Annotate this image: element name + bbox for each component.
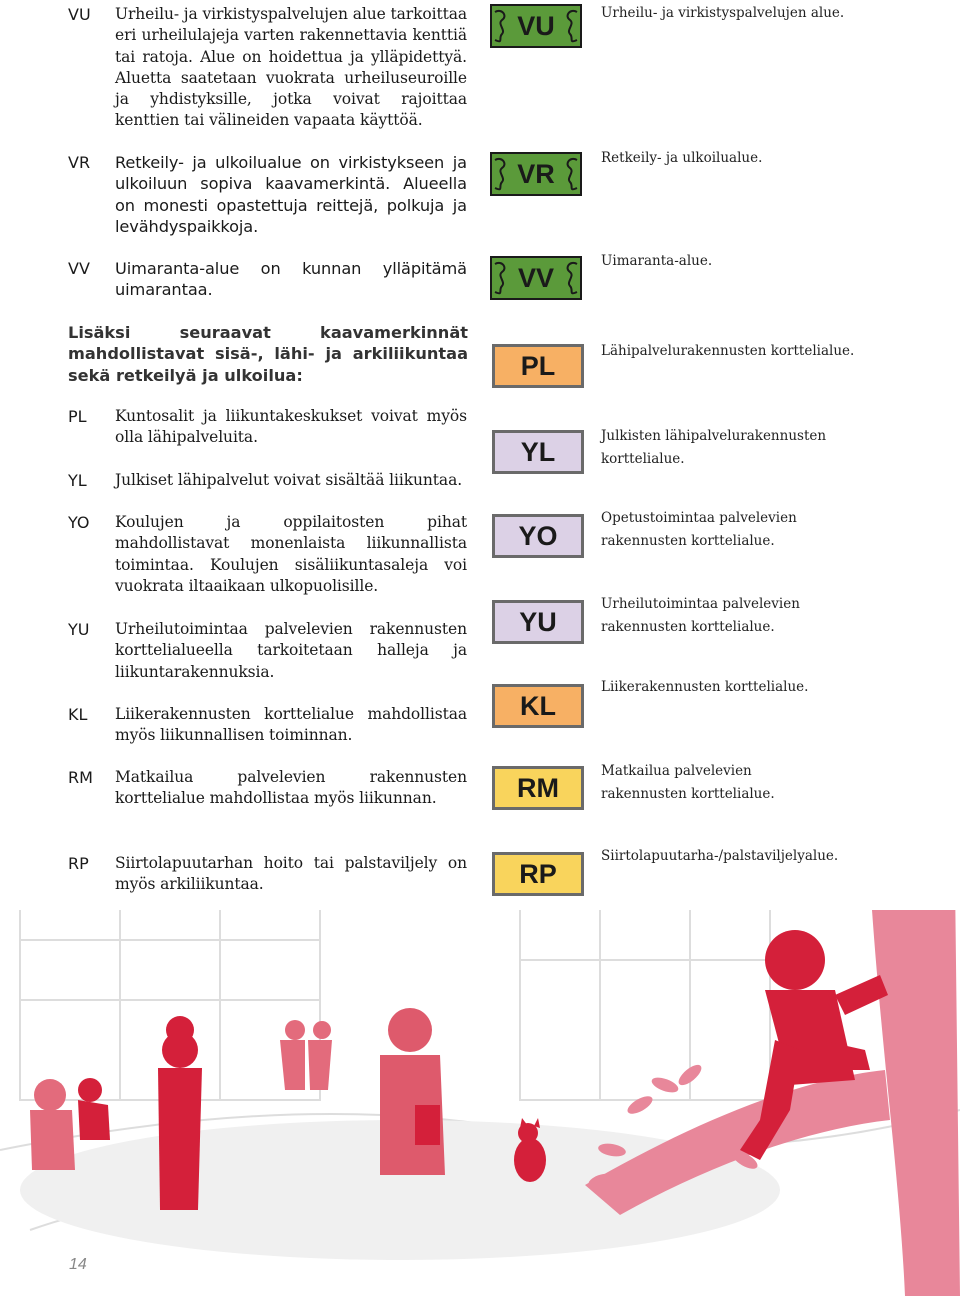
badge-label-yo: Opetustoimintaa palvelevien rakennusten korttelialue. [601, 510, 797, 549]
badge-code-yo: YO [518, 520, 558, 551]
badge-vu [490, 4, 582, 48]
badge-code-pl: PL [520, 350, 556, 381]
badge-label-vv: Uimaranta-alue. [601, 253, 713, 269]
entry-code-yo: YO [68, 513, 90, 532]
entry-text-pl: Kuntosalit ja liikuntakeskukset voivat myös olla lähipalveluita. [115, 407, 467, 447]
entry-code-vr: VR [68, 153, 91, 172]
entry-text-yl: Julkiset lähipalvelut voivat sisältää liikuntaa. [115, 471, 463, 489]
entry-code-rm: RM [68, 768, 93, 787]
badge-vv [490, 256, 582, 300]
badge-code-rm: RM [517, 772, 559, 803]
badge-label-yu: Urheilutoimintaa palvelevien rakennusten korttelialue. [601, 596, 800, 635]
badge-rp [492, 852, 584, 896]
badge-label-vu: Urheilu- ja virkistyspalvelujen alue. [601, 5, 845, 21]
badge-code-vv: VV [517, 262, 555, 293]
badge-code-vu: VU [517, 10, 555, 41]
entry-text-rp: Siirtolapuutarhan hoito tai palstaviljely on myös arkiliikuntaa. [115, 854, 467, 894]
badge-code-vr: VR [517, 158, 555, 189]
badge-yl [492, 430, 584, 474]
badge-code-rp: RP [519, 858, 557, 889]
entry-code-vv: VV [68, 259, 90, 278]
badge-label-pl: Lähipalvelurakennusten korttelialue. [601, 343, 855, 359]
section-heading: Lisäksi seuraavat kaavamerkinnät mahdollistavat sisä-, lähi- ja arkiliikuntaa sekä retkeilyä ja ulkoilua: [68, 323, 468, 385]
entry-code-yu: YU [68, 620, 90, 639]
badge-label-kl: Liikerakennusten korttelialue. [601, 679, 809, 695]
entry-text-vu: Urheilu- ja virkistyspalvelujen alue tarkoittaa eri urheilulajeja varten rakennettavia kenttiä tai ratoja. Alue on hoidettua ja ylläpidettyä. Aluetta saatetaan vuokrata urheiluseuroille ja yhdistyksille, jotka voivat rajoittaa kenttien tai välineiden vapaata käyttöä. [115, 5, 467, 130]
entry-text-yu: Urheilutoimintaa palvelevien rakennusten korttelialueella tarkoitetaan halleja ja liikuntarakennuksia. [115, 620, 467, 681]
entry-text-rm: Matkailua palvelevien rakennusten korttelialue mahdollistaa myös liikunnan. [115, 768, 467, 808]
badge-label-rp: Siirtolapuutarha-/palstaviljelyalue. [601, 848, 839, 864]
entry-code-kl: KL [68, 705, 88, 724]
entry-code-vu: VU [68, 5, 91, 24]
badge-label-vr: Retkeily- ja ulkoilualue. [601, 150, 763, 166]
entry-text-kl: Liikerakennusten korttelialue mahdollistaa myös liikunnallisen toiminnan. [115, 705, 467, 745]
entry-text-yo: Koulujen ja oppilaitosten pihat mahdollistavat monenlaista liikunnallista toimintaa. Koulujen sisäliikuntasaleja voi vuokrata iltaaikaan ulkopuolisille. [115, 513, 467, 595]
entry-code-pl: PL [68, 407, 87, 426]
page-number: 14 [69, 1256, 87, 1273]
badge-rm [492, 766, 584, 810]
badge-vr [490, 152, 582, 196]
badge-label-yl: Julkisten lähipalvelurakennusten korttelialue. [601, 428, 827, 467]
badge-yu [492, 600, 584, 644]
entry-text-vv: Uimaranta-alue on kunnan ylläpitämä uimarantaa. [115, 259, 467, 300]
entry-code-rp: RP [68, 854, 89, 873]
badge-code-kl: KL [520, 690, 556, 721]
badge-pl [492, 344, 584, 388]
badge-code-yl: YL [520, 436, 556, 467]
badge-yo [492, 514, 584, 558]
badge-code-yu: YU [519, 606, 557, 637]
entry-text-vr: Retkeily- ja ulkoilualue on virkistykseen ja ulkoiluun sopiva kaavamerkintä. Alueella on monesti opastettuja reittejä, polkuja ja levähdyspaikkoja. [115, 153, 467, 236]
badge-kl [492, 684, 584, 728]
entry-code-yl: YL [68, 471, 87, 490]
badge-label-rm: Matkailua palvelevien rakennusten korttelialue. [601, 763, 775, 802]
